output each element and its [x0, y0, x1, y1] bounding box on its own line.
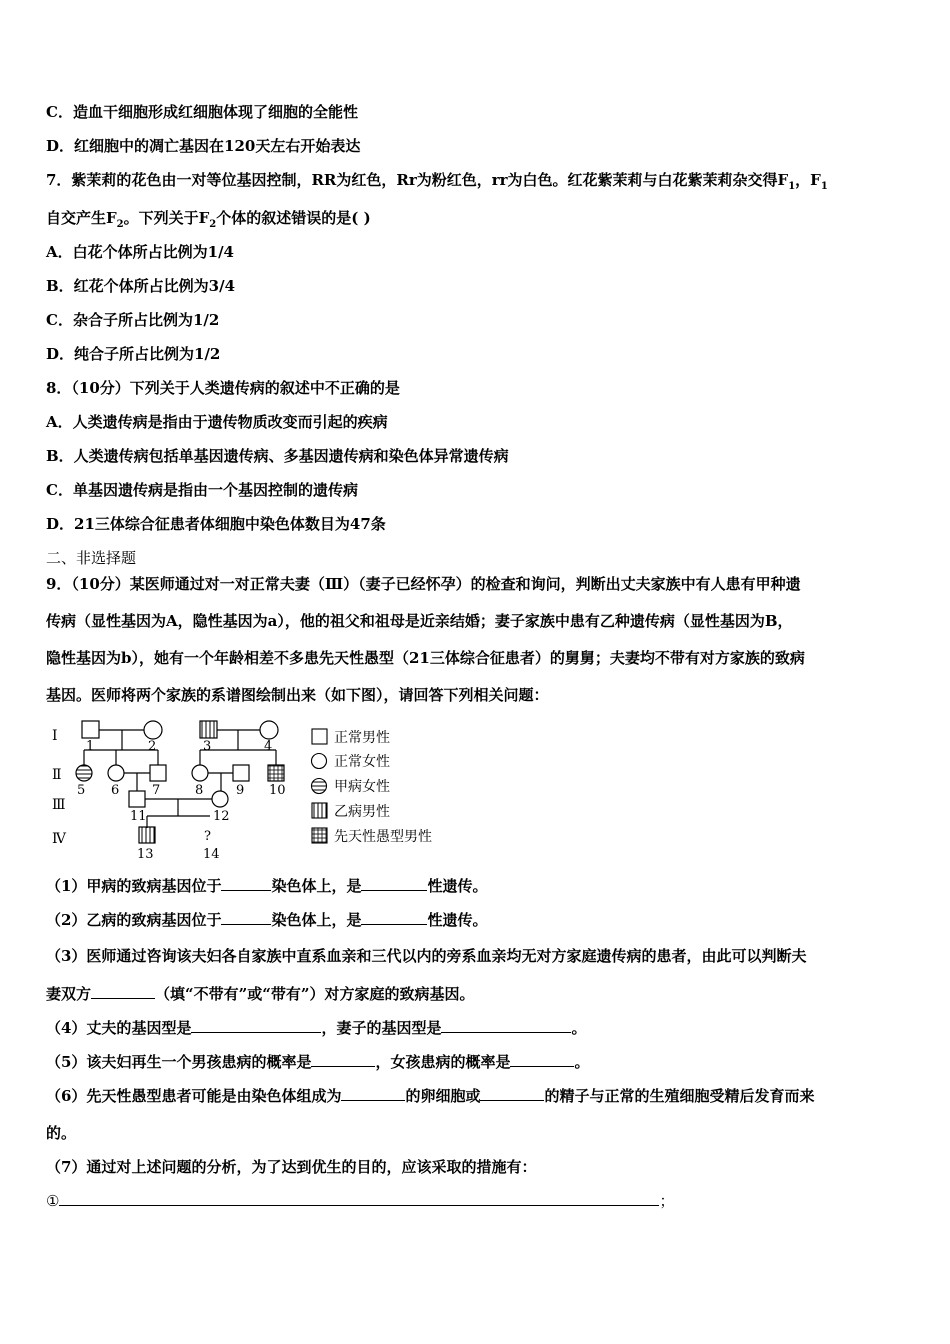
q7-stem-text: 。下列关于F [123, 209, 210, 227]
q9-part3-line2 [46, 984, 475, 1004]
id-label: 12 [213, 809, 230, 824]
answer-blank[interactable] [480, 1086, 544, 1101]
q9-stem-line2: 传病（显性基因为A，隐性基因为a），他的祖父和祖母是近亲结婚；妻子家族中患有乙种遗传病（显性基因为B， [46, 612, 793, 630]
part-text: 。 [571, 1019, 587, 1037]
id-label: 9 [236, 783, 245, 798]
q9-part6-line2: 的。 [46, 1124, 77, 1142]
q9-stem-line4: 基因。医师将两个家族的系谱图绘制出来（如下图），请回答下列相关问题： [46, 686, 549, 704]
individual-2-female [144, 721, 162, 739]
q7-stem-text: 自交产生F [46, 209, 117, 227]
q9-part7-item [46, 1191, 674, 1211]
id-label: 13 [137, 847, 154, 862]
gen-label: Ⅰ [52, 728, 58, 744]
legend-label: 正常女性 [334, 754, 390, 770]
id-label: 4 [264, 739, 273, 754]
subscript: 1 [820, 181, 828, 192]
individual-3-b-male [200, 721, 217, 738]
unknown-mark: ? [204, 829, 211, 844]
q9-part1 [46, 876, 487, 896]
part-text: （5）该夫妇再生一个男孩患病的概率是 [46, 1053, 312, 1071]
id-label: 10 [269, 783, 286, 798]
id-label: 6 [111, 783, 120, 798]
gen-label: Ⅱ [52, 767, 62, 783]
id-label: 2 [148, 739, 157, 754]
id-label: 11 [130, 809, 147, 824]
legend-down-male-symbol [312, 828, 327, 843]
q9-part3-line1: （3）医师通过咨询该夫妇各自家族中直系血亲和三代以内的旁系血亲均无对方家庭遗传病的患者，由此可以判断夫 [46, 947, 807, 965]
q8-option-c: C．单基因遗传病是指由一个基因控制的遗传病 [46, 481, 358, 499]
q8-option-d: D．21三体综合征患者体细胞中染色体数目为47条 [46, 515, 386, 533]
id-label: 1 [86, 739, 95, 754]
q6-option-d: D．红细胞中的凋亡基因在120天左右开始表达 [46, 137, 361, 155]
answer-blank[interactable] [91, 984, 155, 999]
part-text: 染色体上，是 [271, 911, 362, 929]
part-text: 性遗传。 [427, 877, 488, 895]
id-label: 8 [195, 783, 204, 798]
legend-label: 乙病男性 [334, 804, 390, 820]
individual-7-male [150, 765, 166, 781]
part-text: （6）先天性愚型患者可能是由染色体组成为 [46, 1087, 342, 1105]
q9-part2 [46, 910, 487, 930]
q9-part6-line1 [46, 1086, 814, 1106]
part-text: 的精子与正常的生殖细胞受精后发育而来 [544, 1087, 815, 1105]
individual-6-female [108, 765, 124, 781]
answer-blank[interactable] [441, 1018, 571, 1033]
individual-1-male [82, 721, 99, 738]
q9-stem-line3: 隐性基因为b），她有一个年龄相差不多患先天性愚型（21三体综合征患者）的舅舅；夫妻均不带有对方家族的致病 [46, 649, 805, 667]
q9-part7: （7）通过对上述问题的分析，为了达到优生的目的，应该采取的措施有： [46, 1158, 537, 1176]
part-text: （2）乙病的致病基因位于 [46, 911, 222, 929]
q9-part5 [46, 1052, 589, 1072]
q9-stem-line1: 9．（10分）某医师通过对一对正常夫妻（Ⅲ）（妻子已经怀孕）的检查和询问，判断出丈夫家族中有人患有甲种遗 [46, 575, 801, 593]
part-text: 性遗传。 [427, 911, 488, 929]
gen-label: Ⅲ [52, 797, 66, 813]
q8-option-a: A．人类遗传病是指由于遗传物质改变而引起的疾病 [46, 413, 388, 431]
part-text: （1）甲病的致病基因位于 [46, 877, 222, 895]
answer-blank[interactable] [221, 876, 271, 891]
legend-normal-female-symbol [312, 754, 327, 769]
legend-normal-male-symbol [312, 729, 327, 744]
answer-blank[interactable] [341, 1086, 405, 1101]
id-label: 7 [152, 783, 161, 798]
part-text: 的卵细胞或 [405, 1087, 481, 1105]
q6-option-c: C．造血干细胞形成红细胞体现了细胞的全能性 [46, 103, 358, 121]
q7-option-a: A．白花个体所占比例为1/4 [46, 243, 234, 261]
answer-blank[interactable] [221, 910, 271, 925]
individual-12-female [212, 791, 228, 807]
q7-stem-text: ，F [795, 171, 821, 189]
legend-label: 先天性愚型男性 [334, 829, 432, 845]
legend-a-female-symbol [312, 779, 327, 794]
individual-8-female [192, 765, 208, 781]
subscript: 1 [788, 181, 796, 192]
q7-stem-line2 [46, 208, 371, 235]
individual-4-female [260, 721, 278, 739]
id-label: 5 [77, 783, 86, 798]
q7-option-c: C．杂合子所占比例为1/2 [46, 311, 220, 329]
part-text: ； [659, 1192, 675, 1210]
q7-stem-text: 个体的叙述错误的是( ) [216, 209, 371, 227]
q7-stem-text: 7．紫茉莉的花色由一对等位基因控制，RR为红色，Rr为粉红色，rr为白色。红花紫茉莉与白花紫茉莉杂交得F [46, 171, 789, 189]
pedigree-diagram [40, 712, 470, 868]
q7-option-b: B．红花个体所占比例为3/4 [46, 277, 236, 295]
subscript: 2 [116, 219, 124, 230]
individual-5-a-female [76, 765, 92, 781]
answer-blank[interactable] [361, 876, 427, 891]
part-text: （填“不带有”或“带有”）对方家庭的致病基因。 [155, 985, 475, 1003]
answer-blank[interactable] [510, 1052, 574, 1067]
answer-blank[interactable] [361, 910, 427, 925]
legend-label: 甲病女性 [334, 779, 390, 795]
part-text: ，女孩患病的概率是 [375, 1053, 511, 1071]
individual-11-male [129, 791, 145, 807]
legend-b-male-symbol [312, 803, 327, 818]
individual-10-down-male [268, 765, 284, 781]
q9-part4 [46, 1018, 586, 1038]
gen-label: Ⅳ [52, 831, 66, 847]
legend-label: 正常男性 [334, 730, 390, 746]
id-label: 14 [203, 847, 220, 862]
subscript: 2 [209, 219, 217, 230]
individual-9-male [233, 765, 249, 781]
individual-13-b-male [139, 827, 155, 843]
part-text: 染色体上，是 [271, 877, 362, 895]
section-title: 二、非选择题 [46, 549, 137, 567]
q8-option-b: B．人类遗传病包括单基因遗传病、多基因遗传病和染色体异常遗传病 [46, 447, 509, 465]
part-text: 。 [574, 1053, 590, 1071]
q8-stem: 8．（10分）下列关于人类遗传病的叙述中不正确的是 [46, 379, 400, 397]
item-marker: ① [46, 1192, 60, 1210]
answer-blank[interactable] [191, 1018, 321, 1033]
part-text: 妻双方 [46, 985, 92, 1003]
part-text: （4）丈夫的基因型是 [46, 1019, 192, 1037]
part-text: ，妻子的基因型是 [321, 1019, 442, 1037]
q7-stem-line1 [46, 170, 828, 197]
id-label: 3 [203, 739, 212, 754]
q7-option-d: D．纯合子所占比例为1/2 [46, 345, 221, 363]
answer-blank[interactable] [59, 1191, 659, 1206]
answer-blank[interactable] [311, 1052, 375, 1067]
